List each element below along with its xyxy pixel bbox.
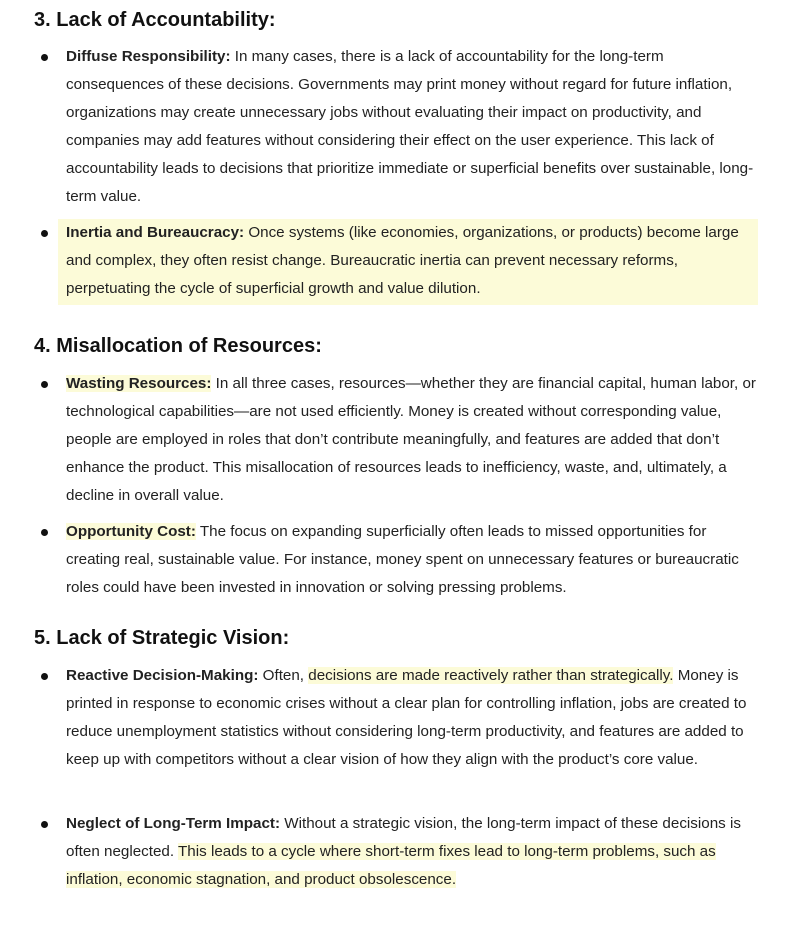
- item-body: In all three cases, resources—whether they are financial capital, human labor, or technological capabilities—are not used efficiently. Money is created without corresponding value, people are employed in roles that don’t contribute meaningfully, and features are added that don’t enhance the product. This misallocation of resources leads to inefficiency, waste, and, ultimately, a decline in overall value.: [66, 375, 756, 504]
- list-item-text: [66, 518, 756, 602]
- list-item-text: [66, 43, 756, 211]
- list-item-text: [66, 370, 756, 510]
- bullet-icon: [41, 529, 48, 536]
- bullet-icon: [41, 381, 48, 388]
- item-body-continued: Money is printed in response to economic crises without a clear plan for controlling inflation, jobs are created to reduce unemployment statistics without considering long-term productivity, and features are added to keep up with competitors without a clear vision of how they align with the product’s core value.: [66, 667, 747, 768]
- bullet-icon: [41, 230, 48, 237]
- bullet-icon: [41, 673, 48, 680]
- item-body: Without a strategic vision, the long-term impact of these decisions is often neglected.: [66, 815, 741, 860]
- item-body: Often,: [258, 667, 309, 684]
- item-term: Neglect of Long-Term Impact:: [66, 815, 281, 832]
- item-term: Inertia and Bureaucracy:: [66, 224, 245, 241]
- list-item-text: [66, 810, 756, 894]
- highlighted-text: decisions are made reactively rather than strategically.: [308, 667, 674, 684]
- item-term: Diffuse Responsibility:: [66, 48, 231, 65]
- section-heading: 3. Lack of Accountability:: [34, 9, 276, 31]
- item-body: Once systems (like economies, organizations, or products) become large and complex, they often resist change. Bureaucratic inertia can prevent necessary reforms, perpetuating the cycle of superficial growth and value dilution.: [66, 224, 739, 297]
- bullet-icon: [41, 821, 48, 828]
- item-body: In many cases, there is a lack of accountability for the long-term consequences of these decisions. Governments may print money without regard for future inflation, organizations may create unnecessary jobs without evaluating their impact on productivity, and companies may add features without considering their effect on the user experience. This lack of accountability leads to decisions that prioritize immediate or superficial benefits over sustainable, long-term value.: [66, 48, 754, 205]
- highlighted-text: This leads to a cycle where short-term fixes lead to long-term problems, such as inflation, economic stagnation, and product obsolescence.: [66, 843, 716, 888]
- item-term: Opportunity Cost:: [66, 523, 196, 540]
- item-body: The focus on expanding superficially often leads to missed opportunities for creating real, sustainable value. For instance, money spent on unnecessary features or bureaucratic roles could have been invested in innovation or solving pressing problems.: [66, 523, 739, 596]
- list-item-text: [66, 219, 756, 303]
- bullet-icon: [41, 54, 48, 61]
- item-term: Reactive Decision-Making:: [66, 667, 259, 684]
- item-term: Wasting Resources:: [66, 375, 212, 392]
- section-heading: 4. Misallocation of Resources:: [34, 335, 322, 357]
- list-item-text: [66, 662, 756, 774]
- section-heading: 5. Lack of Strategic Vision:: [34, 627, 290, 649]
